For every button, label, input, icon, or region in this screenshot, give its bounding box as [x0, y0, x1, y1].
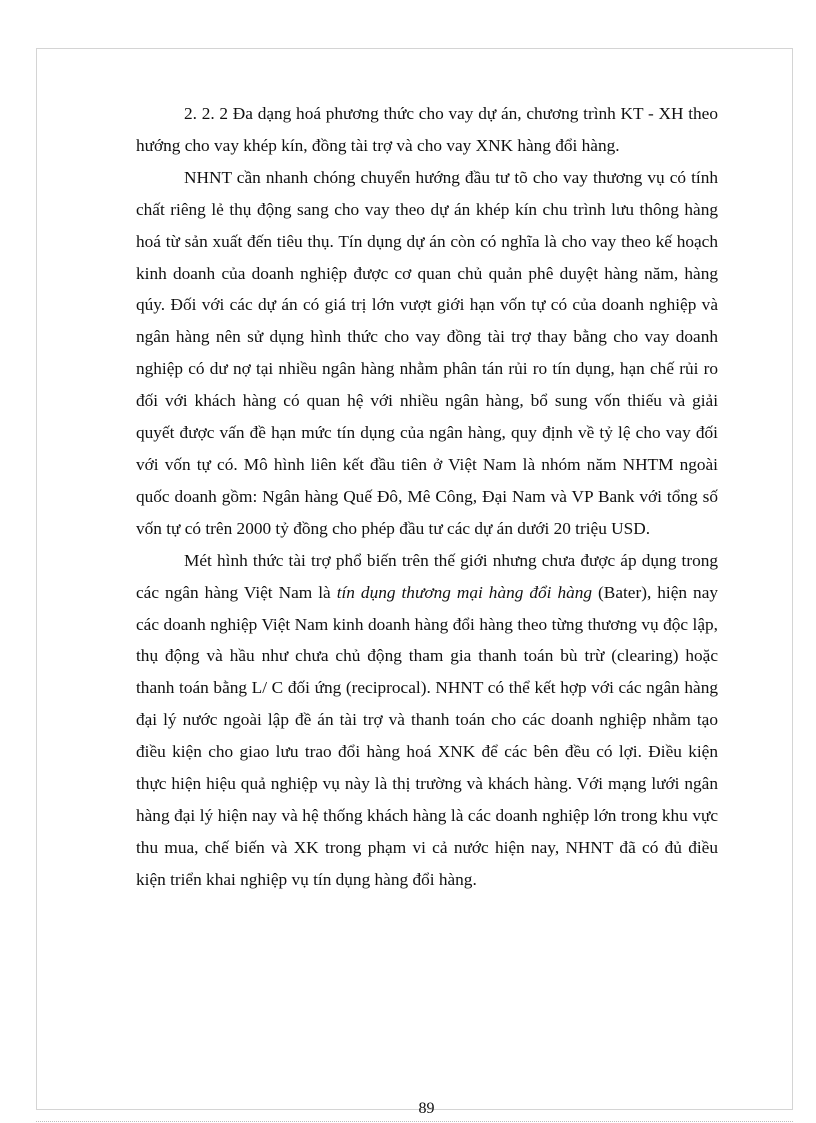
section-heading: 2. 2. 2 Đa dạng hoá phương thức cho vay dự án, chương trình KT - XH theo hướng cho vay khép kín, đồng tài trợ và cho vay XNK hàng đổi hàng. [136, 104, 718, 155]
page-number: 89 [418, 1100, 435, 1117]
paragraph-2-text-end: (Bater), hiện nay các doanh nghiệp Việt Nam kinh doanh hàng đổi hàng theo từng thương vụ độc lập, thụ động và hầu như chưa chủ động tham gia thanh toán bù trừ (clearing) hoặc thanh toán bằng L/ C đối ứng (reciprocal). NHNT có thể kết hợp với các ngân hàng đại lý nước ngoài lập đề án tài trợ và thanh toán cho các doanh nghiệp nhằm tạo điều kiện cho giao lưu trao đổi hàng hoá XNK để các bên đều có lợi. Điều kiện thực hiện hiệu quả nghiệp vụ này là thị trường và khách hàng. Với mạng lưới ngân hàng đại lý hiện nay và hệ thống khách hàng là các doanh nghiệp lớn trong khu vực thu mua, chế biến và XK trong phạm vi cả nước hiện nay, NHNT đã có đủ điều kiện triển khai nghiệp vụ tín dụng hàng đổi hàng. [136, 582, 718, 889]
document-body [136, 98, 718, 896]
paragraph-1: NHNT cần nhanh chóng chuyển hướng đầu tư tõ cho vay thương vụ có tính chất riêng lẻ thụ động sang cho vay theo dự án khép kín chu trình lưu thông hàng hoá từ sản xuất đến tiêu thụ. Tín dụng dự án còn có nghĩa là cho vay theo kế hoạch kinh doanh của doanh nghiệp được cơ quan chủ quản phê duyệt hàng năm, hàng qúy. Đối với các dự án có giá trị lớn vượt giới hạn vốn tự có của doanh nghiệp và ngân hàng nên sử dụng hình thức cho vay đồng tài trợ thay bằng cho vay doanh nghiệp có dư nợ tại nhiều ngân hàng nhằm phân tán rủi ro tín dụng, hạn chế rủi ro đối với khách hàng có quan hệ với nhiều ngân hàng, bổ sung vốn thiếu và giải quyết được vấn đề hạn mức tín dụng của ngân hàng, quy định về tỷ lệ cho vay đối với vốn tự có. Mô hình liên kết đầu tiên ở Việt Nam là nhóm năm NHTM ngoài quốc doanh gồm: Ngân hàng Quế Đô, Mê Công, Đại Nam và VP Bank với tổng số vốn tự có trên 2000 tỷ đồng cho phép đầu tư các dự án dưới 20 triệu USD. [136, 167, 718, 538]
paragraph-2-emphasis: tín dụng thương mại hàng đổi hàng [336, 582, 593, 602]
paragraph-2-text-start: Mét hình thức tài trợ phổ biến trên thế giới nhưng chưa được áp dụng trong các ngân hàng Việt Nam là [136, 550, 718, 602]
footer-divider [36, 1121, 793, 1122]
paragraph-2 [136, 545, 718, 896]
